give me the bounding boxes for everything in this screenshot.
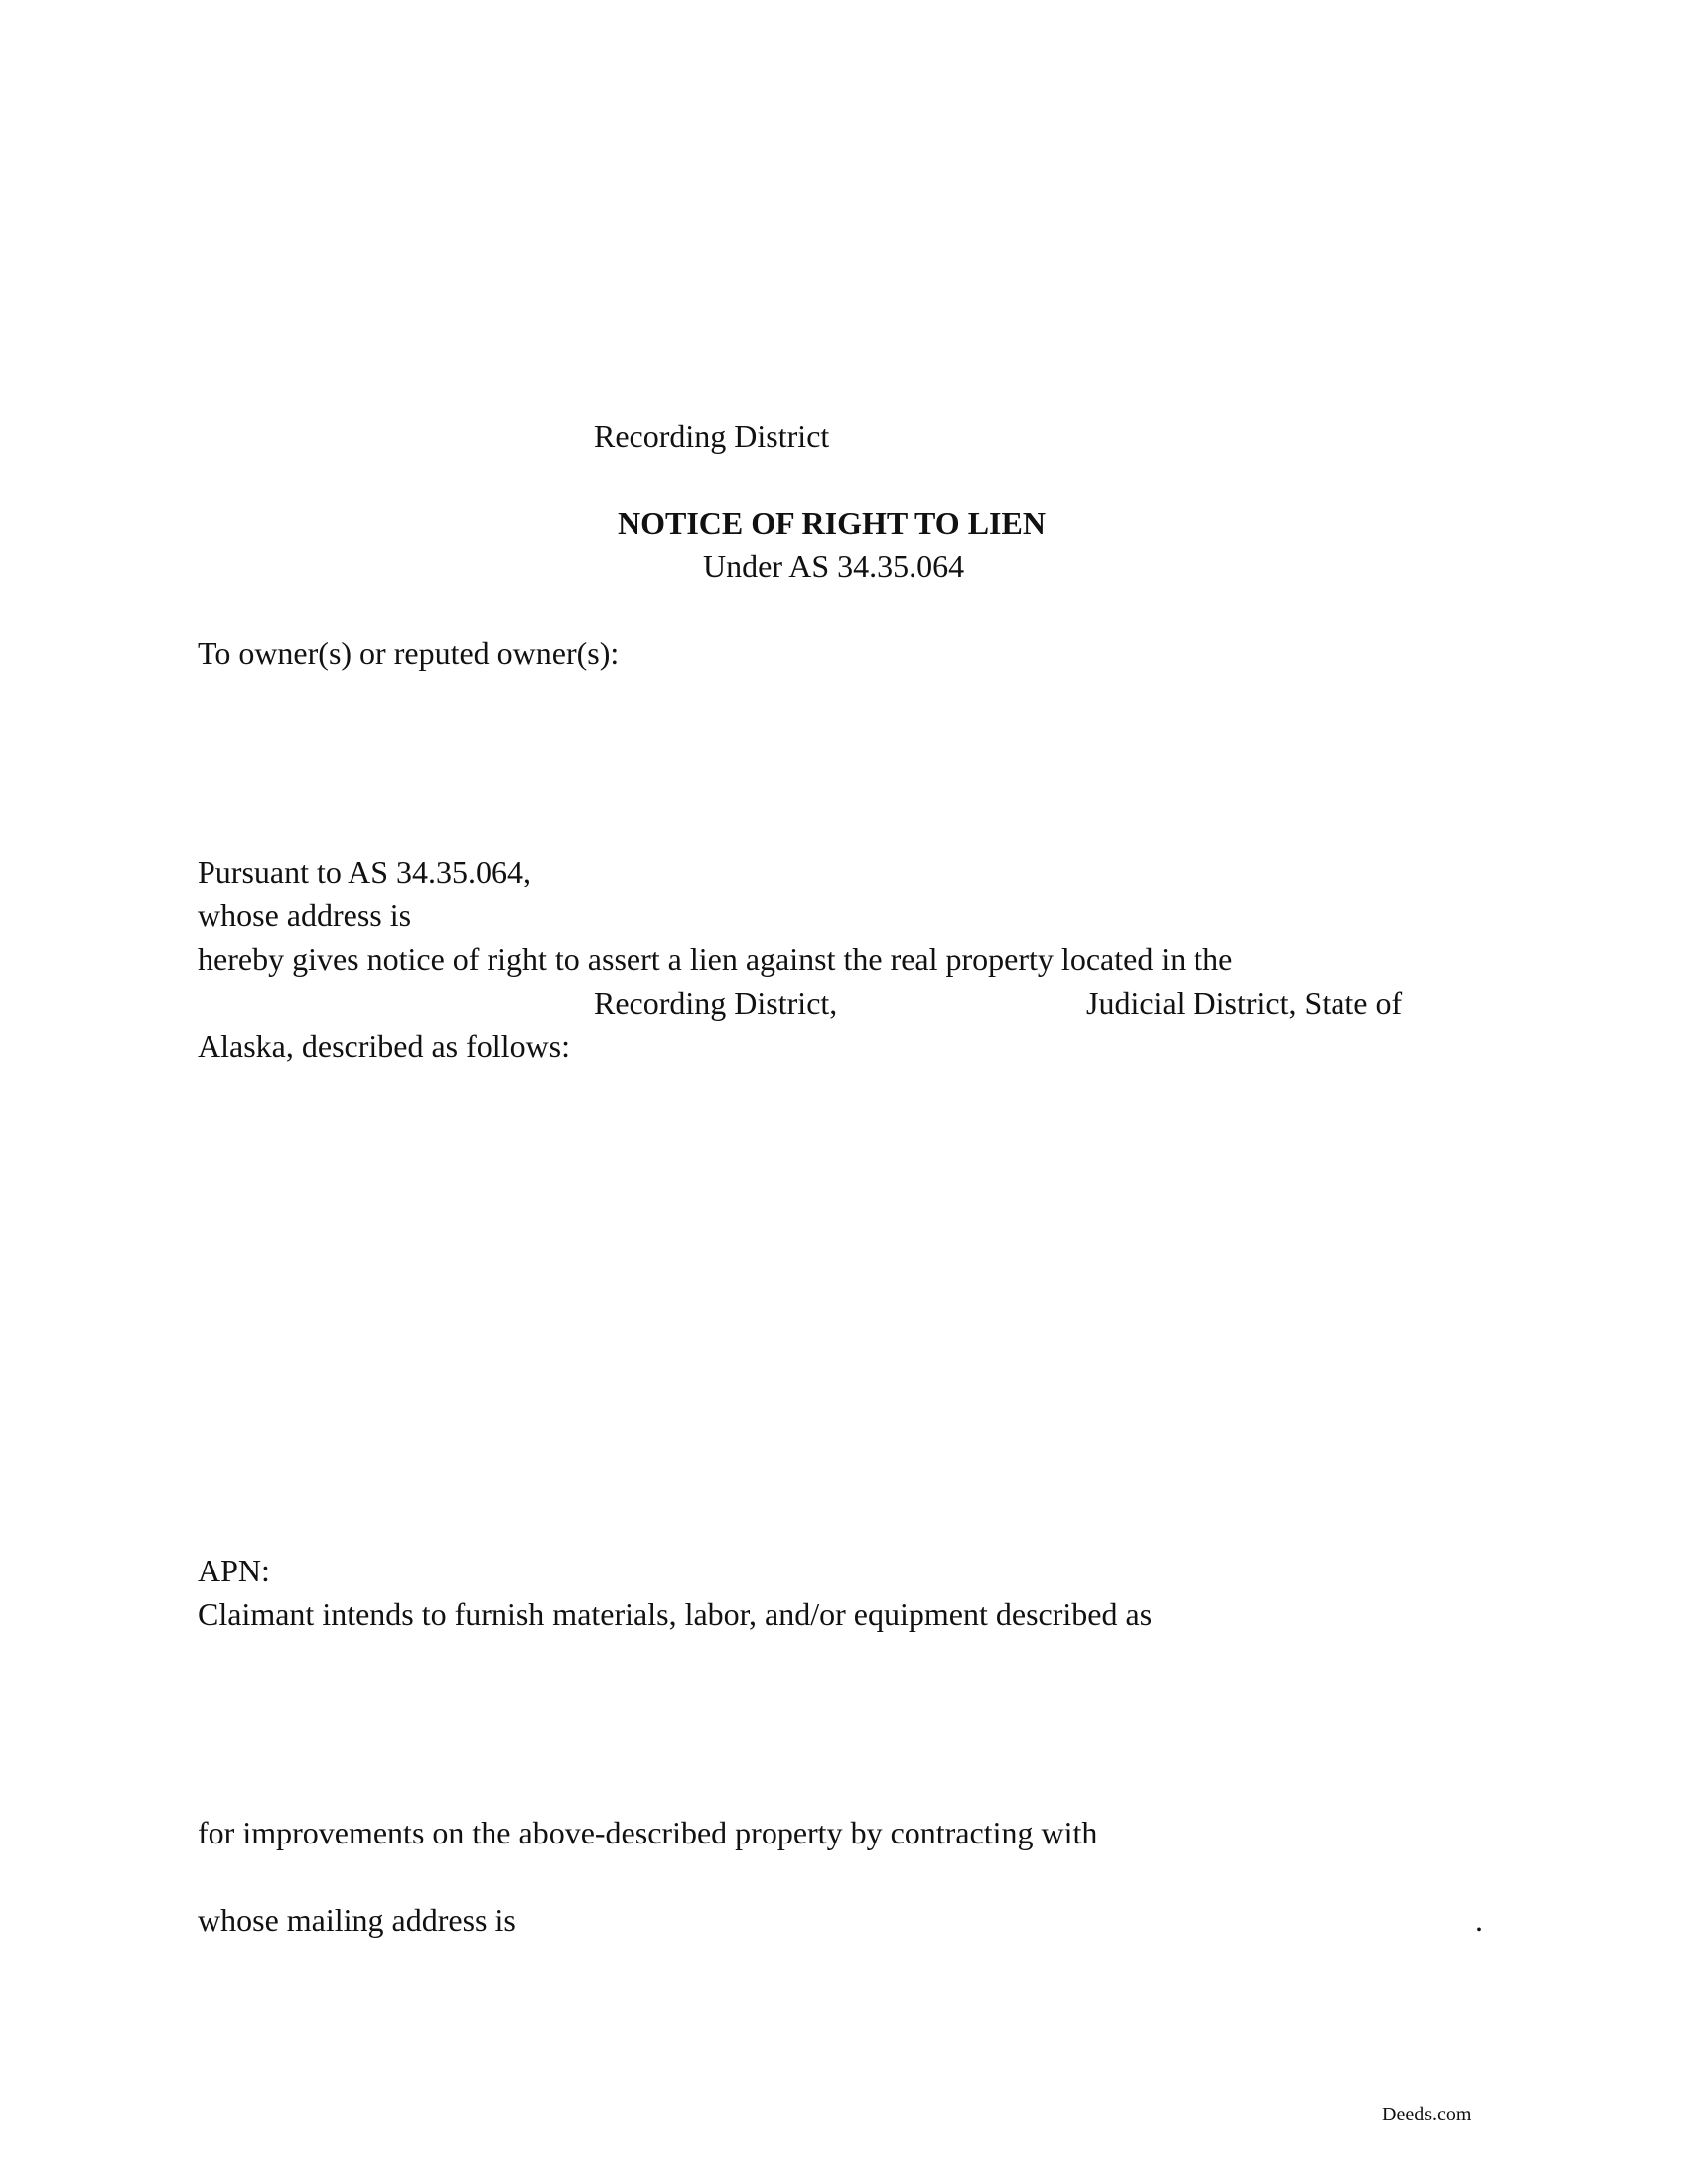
- whose-mailing-address-line: whose mailing address is: [198, 1902, 516, 1938]
- pursuant-line: Pursuant to AS 34.35.064,: [198, 854, 532, 889]
- footer-brand: Deeds.com: [1382, 2104, 1472, 2125]
- apn-label: APN:: [198, 1553, 270, 1588]
- alaska-described-line: Alaska, described as follows:: [198, 1028, 571, 1064]
- document-subtitle: Under AS 34.35.064: [703, 548, 965, 584]
- header-recording-district: Recording District: [594, 418, 830, 454]
- whose-address-line: whose address is: [198, 897, 412, 933]
- for-improvements-line: for improvements on the above-described property by contracting with: [198, 1815, 1098, 1850]
- to-owner-label: To owner(s) or reputed owner(s):: [198, 635, 620, 671]
- closing-period: .: [1476, 1902, 1483, 1938]
- judicial-district-inline: Judicial District, State of: [1086, 985, 1403, 1021]
- recording-district-inline: Recording District,: [594, 985, 838, 1021]
- claimant-intends-line: Claimant intends to furnish materials, labor, and/or equipment described as: [198, 1596, 1153, 1632]
- hereby-gives-line: hereby gives notice of right to assert a lien against the real property located in the: [198, 941, 1233, 977]
- document-title: NOTICE OF RIGHT TO LIEN: [618, 505, 1046, 541]
